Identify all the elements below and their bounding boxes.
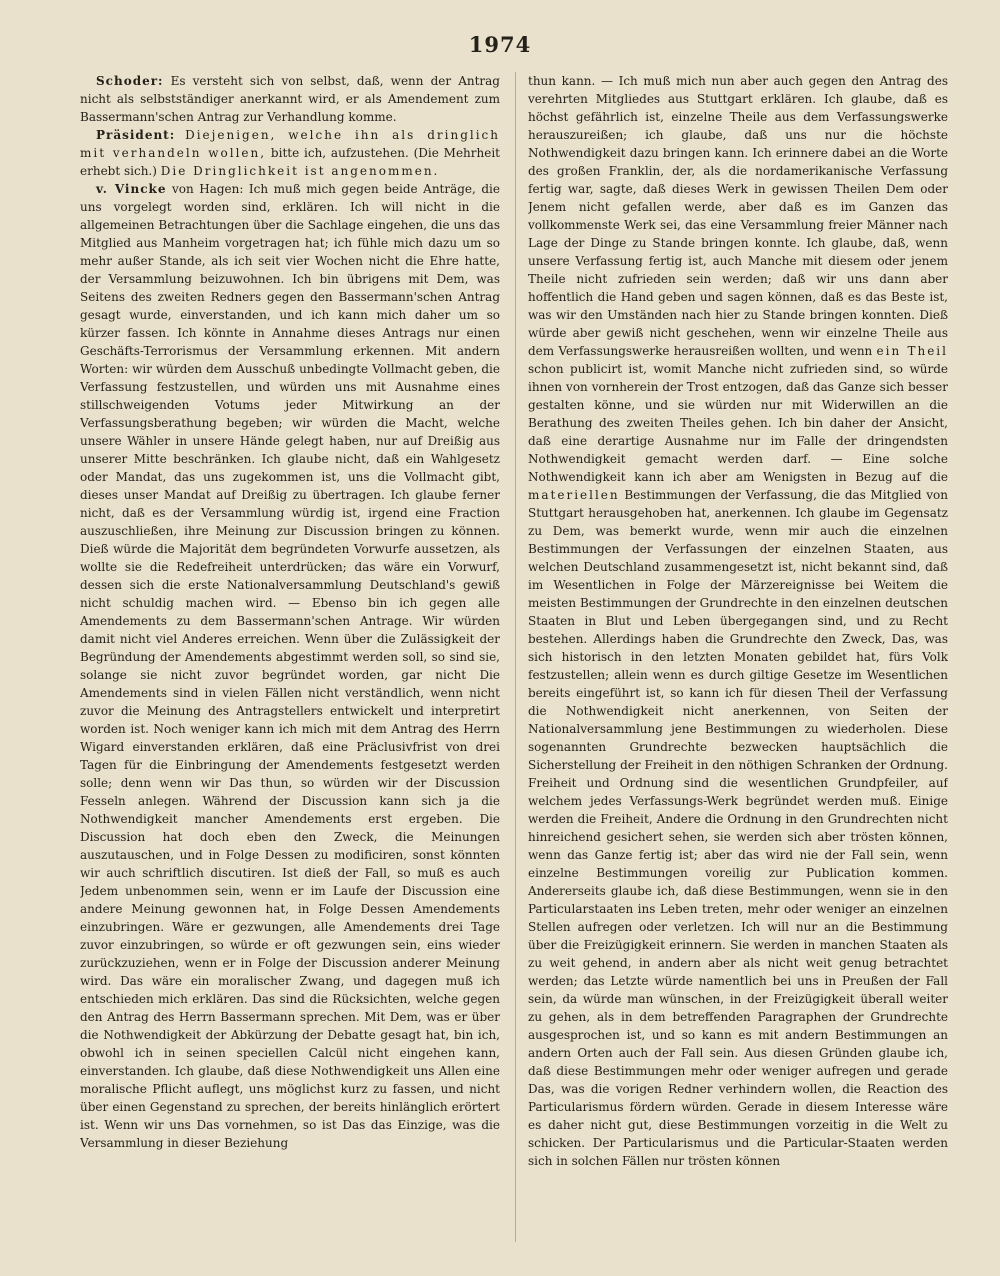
speech-text: Bestimmungen der Verfassung, die das Mitglied von Stuttgart herausgehoben hat, anerkennen. Ich glaube im Gegensatz zu Dem, was bemerkt wurde, wenn mir auch die einzelnen Bestimmungen der Verfassungen der einzelnen Staaten, aus welchen Deutschland zusammengesetzt ist, nicht bekannt sind, daß im Wesentlichen in Folge der Märzereignisse bei Weitem die meisten Bestimmungen der Grundrechte in den einzelnen deutschen Staaten in Blut und Leben übergegangen sind, und zu Recht bestehen. Allerdings haben die Grundrechte den Zweck, Das, was sich historisch in den letzten Monaten gebildet hat, fürs Volk festzustellen; allein wenn es durch giltige Gesetze im Wesentlichen bereits eingeführt ist, so kann ich für diesen Theil der Verfassung die Nothwendigkeit nicht anerkennen, von Seiten der Nationalversammlung jene Bestimmungen zu wiederholen. Diese sogenannten Grundrechte bezwecken hauptsächlich die Sicherstellung der Freiheit in den nöthigen Schranken der Ordnung. Freiheit und Ordnung sind die wesentlichen Grundpfeiler, auf welchem jedes Verfassungs-Werk begründet werden muß. Einige werden die Freiheit, Andere die Ordnung in den Grundrechten nicht hinreichend gesichert sehen, sie werden sich aber trösten können, wenn das Ganze fertig ist; aber das wird nie der Fall sein, wenn einzelne Bestimmungen voreilig zur Publication kommen. Andererseits glaube ich, daß diese Bestimmungen, wenn sie in den Particularstaaten ins Leben treten, mehr oder weniger an einzelnen Stellen aufregen oder verletzen. Ich will nur an die Bestimmung über die Freizügigkeit erinnern. Sie werden in manchen Staaten als zu weit gehend, in andern aber als nicht weit genug betrachtet werden; das Letzte würde namentlich bei uns in Preußen der Fall sein, da würde man wünschen, in der Freizügigkeit überall weiter zu gehen, als in dem betreffenden Paragraphen der Grundrechte ausgesprochen ist, und so kann es mit andern Bestimmungen an andern Orten auch der Fall sein. Aus diesen Gründen glaube ich, daß diese Bestimmungen mehr oder weniger aufregen und gerade Das, was die vorigen Redner verhindern wollen, die Reaction des Particularismus fördern würden. Gerade in diesem Interesse wäre es daher nicht gut, diese Bestimmungen vorzeitig in die Welt zu schicken. Der Particularismus und die Particular-Staaten werden sich in solchen Fällen nur trösten können: [528, 488, 948, 1168]
speech-text: Es versteht sich von selbst, daß, wenn der Antrag nicht als selbstständiger anerkannt wird, er als Amendement zum Bassermann'schen Antrag zur Verhandlung komme.: [80, 74, 500, 124]
speech-text: Diejenigen, welche ihn als dringlich mit verhandeln wollen,: [80, 128, 500, 160]
speech-text: Die Dringlichkeit ist angenommen.: [160, 164, 440, 178]
page-number: 1974: [468, 32, 532, 57]
emphasis-text: materiellen: [528, 488, 620, 502]
paragraph-continued: [528, 72, 948, 1170]
speech-text: von Hagen: Ich muß mich gegen beide Anträge, die uns vorgelegt worden sind, erklären. Ich will nicht in die allgemeinen Betrachtungen über die Sachlage eingehen, die uns das Mitglied aus Manheim vorgetragen hat; ich fühle mich dazu um so mehr außer Stande, als ich seit vier Wochen nicht die Ehre hatte, der Versammlung beizuwohnen. Ich bin übrigens mit Dem, was Seitens des zweiten Redners gegen den Bassermann'schen Antrag gesagt wurde, einverstanden, und ich kann mich daher um so kürzer fassen. Ich könnte in Annahme dieses Antrags nur einen Geschäfts-Terrorismus der Versammlung erkennen. Mit andern Worten: wir würden dem Ausschuß unbedingte Vollmacht geben, die Verfassung festzustellen, und würden uns mit Ausnahme eines stillschweigenden Votums jeder Mitwirkung an der Verfassungsberathung begeben; wir würden die Macht, welche unsere Wähler in unsere Hände gelegt haben, nur auf Dreißig aus unserer Mitte beschränken. Ich glaube nicht, daß ein Wahlgesetz oder Mandat, das uns zugekommen ist, uns die Vollmacht gibt, dieses unser Mandat auf Dreißig zu übertragen. Ich glaube ferner nicht, daß es der Versammlung würdig ist, irgend eine Fraction auszuschließen, ihre Meinung zur Discussion bringen zu können. Dieß würde die Majorität dem begründeten Vorwurfe aussetzen, als wollte sie die Redefreiheit unterdrücken; das wäre ein Vorwurf, dessen sich die erste Nationalversammlung Deutschland's gewiß nicht schuldig machen wird. — Ebenso bin ich gegen alle Amendements zu dem Bassermann'schen Antrage. Wir würden damit nicht viel Anderes erreichen. Wenn über die Zulässigkeit der Begründung der Amendements abgestimmt werden soll, so sind sie, solange sie nicht zuvor begründet worden, gar nicht Die Amendements sind in vielen Fällen nicht verständlich, wenn nicht zuvor die Meinung des Antragstellers entwickelt und interpretirt worden ist. Noch weniger kann ich mich mit dem Antrag des Herrn Wigard einverstanden erklären, daß eine Präclusivfrist von drei Tagen für die Einbringung der Amendements festgesetzt werden solle; denn wenn wir Das thun, so würden wir der Discussion Fesseln anlegen. Während der Discussion kann sich ja die Nothwendigkeit mancher Amendements erst ergeben. Die Discussion hat doch eben den Zweck, die Meinungen auszutauschen, und in Folge Dessen zu modificiren, sonst könnten wir auch schriftlich discutiren. Ist dieß der Fall, so muß es auch Jedem unbenommen sein, wenn er im Laufe der Discussion eine andere Meinung gewonnen hat, in Folge Dessen Amendements einzubringen. Wäre er gezwungen, alle Amendements drei Tage zuvor einzubringen, so würde er oft gezwungen sein, eins wieder zurückzuziehen, wenn er in Folge der Discussion anderer Meinung wird. Das wäre ein moralischer Zwang, und dagegen muß ich entschieden mich erklären. Das sind die Rücksichten, welche gegen den Antrag des Herrn Bassermann sprechen. Mit Dem, was er über die Nothwendigkeit der Abkürzung der Debatte gesagt hat, bin ich, obwohl ich in seinen speciellen Calcül nicht eingehen kann, einverstanden. Ich glaube, daß diese Nothwendigkeit uns Allen eine moralische Pflicht auflegt, uns möglichst kurz zu fassen, und nicht über einen Gegenstand zu sprechen, der bereits hinlänglich erörtert ist. Wenn wir uns Das vornehmen, so ist Das das Einzige, was die Versammlung in dieser Beziehung: [80, 182, 500, 1150]
emphasis-text: ein Theil: [876, 344, 948, 358]
speaker-name: Schoder:: [96, 74, 164, 88]
left-column: [80, 72, 500, 1242]
paragraph-schoder: [80, 72, 500, 126]
paragraph-vincke: [80, 180, 500, 1152]
speaker-name: Präsident:: [96, 128, 176, 142]
speech-text: bitte ich, aufzustehen. (Die Mehrheit erhebt sich.): [80, 146, 500, 178]
column-divider: [515, 72, 516, 1242]
speaker-name: v. Vincke: [96, 182, 167, 196]
right-column: [528, 72, 948, 1242]
paragraph-praesident: [80, 126, 500, 180]
speech-text: schon publicirt ist, womit Manche nicht zufrieden sind, so würde ihnen von vornherein der Trost entzogen, daß das Ganze sich besser gestalten könne, und sie würden nur mit Widerwillen an die Berathung des zweiten Theiles gehen. Ich bin daher der Ansicht, daß eine derartige Ausnahme nur im Falle der dringendsten Nothwendigkeit gemacht werden darf. — Eine solche Nothwendigkeit kann ich aber am Wenigsten in Bezug auf die: [528, 362, 948, 484]
speech-text: thun kann. — Ich muß mich nun aber auch gegen den Antrag des verehrten Mitgliedes aus Stuttgart erklären. Ich glaube, daß es höchst gefährlich ist, einzelne Theile aus dem Verfassungswerke herauszureißen; ich glaube, daß uns nur die höchste Nothwendigkeit dazu bringen kann. Ich erinnere dabei an die Worte des großen Franklin, der, als die nordamerikanische Verfassung fertig war, sagte, daß dieses Werk in gewissen Theilen Dem oder Jenem nicht gefallen werde, aber daß es im Ganzen das vollkommenste Werk sei, das eine Versammlung freier Männer nach Lage der Dinge zu Stande bringen konnte. Ich glaube, daß, wenn unsere Verfassung fertig ist, auch Manche mit diesem oder jenem Theile nicht zufrieden sein werden; daß wir uns dann aber hoffentlich die Hand geben und sagen können, daß es das Beste ist, was wir den Umständen nach hier zu Stande bringen konnten. Dieß würde aber gewiß nicht geschehen, wenn wir einzelne Theile aus dem Verfassungswerke herausreißen wollten, und wenn: [528, 74, 948, 358]
